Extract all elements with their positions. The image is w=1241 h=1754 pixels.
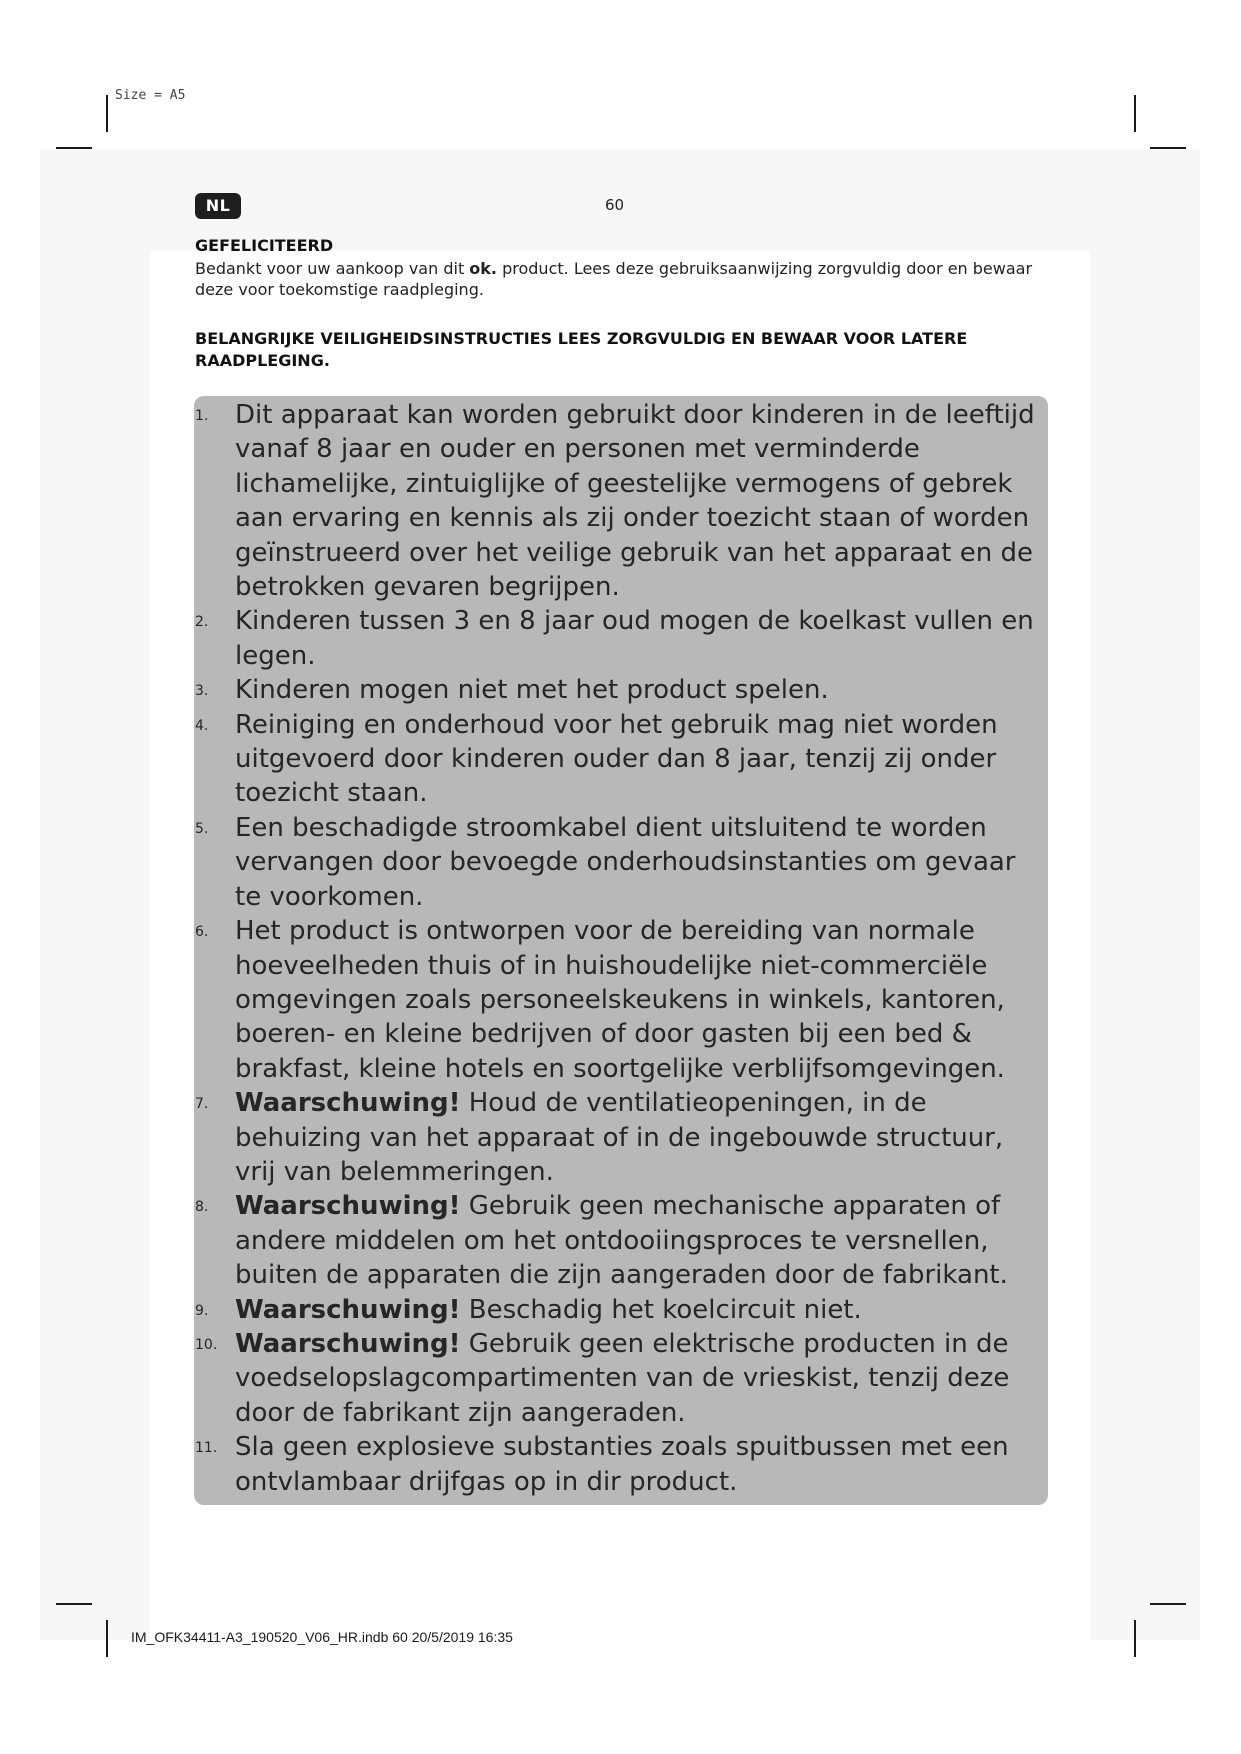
page-tint-right	[1090, 250, 1200, 1640]
intro-text-before: Bedankt voor uw aankoop van dit	[195, 259, 470, 278]
instruction-number: 7.	[195, 1096, 209, 1113]
warning-label: Waarschuwing!	[235, 1191, 461, 1222]
crop-mark-tl-horizontal	[56, 147, 92, 149]
instruction-number: 5.	[195, 820, 209, 837]
instruction-number: 4.	[195, 717, 209, 734]
warning-label: Waarschuwing!	[235, 1294, 461, 1325]
crop-mark-tr-vertical	[1134, 95, 1136, 132]
instruction-number: 3.	[195, 683, 209, 700]
instruction-text: Kinderen mogen niet met het product spelen.	[235, 675, 829, 706]
instruction-text: Dit apparaat kan worden gebruikt door kinderen in de leeftijd vanaf 8 jaar en ouder en personen met verminderde lichamelijke, zintuiglijke of geestelijke vermogens of gebrek aan ervaring en kennis als zij onder toezicht staan of worden geïnstrueerd over het veilige gebruik van het apparaat en de betrokken gevaren begrijpen.	[235, 400, 1035, 603]
page-number: 60	[605, 196, 625, 214]
warning-label: Waarschuwing!	[235, 1088, 461, 1119]
instruction-text: Gebruik geen mechanische apparaten of andere middelen om het ontdooiingsproces te versnellen, buiten de apparaten die zijn aangeraden door de fabrikant.	[235, 1191, 1008, 1291]
intro-paragraph	[195, 258, 1065, 300]
print-size-label: Size = A5	[115, 88, 186, 103]
instruction-item	[195, 708, 1045, 811]
instruction-number: 8.	[195, 1199, 209, 1216]
instruction-item	[195, 673, 1045, 707]
print-footer-info: IM_OFK34411-A3_190520_V06_HR.indb 60 20/5/2019 16:35	[131, 1629, 513, 1645]
instruction-item	[195, 1293, 1045, 1327]
crop-mark-br-vertical	[1134, 1620, 1136, 1657]
page-tint-left	[40, 250, 150, 1640]
intro-text-after: product. Lees deze gebruiksaanwijzing zorgvuldig door en bewaar deze voor toekomstige raadpleging.	[195, 259, 1033, 299]
safety-instructions-list	[195, 396, 1045, 1499]
instruction-item	[195, 1327, 1045, 1430]
instruction-item	[195, 1189, 1045, 1292]
instruction-number: 2.	[195, 614, 209, 631]
instruction-number: 9.	[195, 1302, 209, 1319]
instruction-item	[195, 1086, 1045, 1189]
crop-mark-tr-horizontal	[1150, 147, 1186, 149]
instruction-text: Reiniging en onderhoud voor het gebruik mag niet worden uitgevoerd door kinderen ouder dan 8 jaar, tenzij zij onder toezicht staan.	[235, 709, 998, 809]
instruction-text: Een beschadigde stroomkabel dient uitsluitend te worden vervangen door bevoegde onderhoudsinstanties om gevaar te voorkomen.	[235, 812, 1016, 912]
warning-label: Waarschuwing!	[235, 1328, 461, 1359]
language-badge: NL	[195, 193, 241, 219]
instruction-number: 6.	[195, 924, 209, 941]
crop-mark-br-horizontal	[1150, 1603, 1186, 1605]
instruction-text: Gebruik geen elektrische producten in de voedselopslagcompartimenten van de vrieskist, tenzij deze door de fabrikant zijn aangeraden.	[235, 1328, 1010, 1428]
instruction-number: 11.	[195, 1440, 218, 1457]
instruction-text: Sla geen explosieve substanties zoals spuitbussen met een ontvlambaar drijfgas op in dir product.	[235, 1432, 1009, 1497]
crop-mark-bl-horizontal	[56, 1603, 92, 1605]
instruction-item	[195, 1430, 1045, 1499]
instruction-text: Houd de ventilatieopeningen, in de behuizing van het apparaat of in de ingebouwde structuur, vrij van belemmeringen.	[235, 1088, 1004, 1187]
instruction-text: Beschadig het koelcircuit niet.	[460, 1294, 862, 1325]
safety-heading: BELANGRIJKE VEILIGHEIDSINSTRUCTIES LEES ZORGVULDIG EN BEWAAR VOOR LATERE RAADPLEGING.	[195, 329, 968, 370]
instruction-number: 1.	[195, 408, 209, 424]
instruction-item	[195, 914, 1045, 1086]
instruction-item	[195, 604, 1045, 673]
instruction-text: Het product is ontworpen voor de bereiding van normale hoeveelheden thuis of in huishoudelijke niet-commerciële omgevingen zoals personeelskeukens in winkels, kantoren, boeren- en kleine bedrijven of door gasten bij een bed & brakfast, kleine hotels en soortgelijke verblijfsomgevingen.	[235, 916, 1005, 1084]
instruction-item	[195, 398, 1045, 604]
instruction-number: 10.	[195, 1336, 218, 1353]
instruction-text: Kinderen tussen 3 en 8 jaar oud mogen de koelkast vullen en legen.	[235, 606, 1034, 671]
crop-mark-tl-vertical	[106, 95, 108, 132]
crop-mark-bl-vertical	[106, 1620, 108, 1657]
brand-name: ok.	[469, 259, 498, 278]
instruction-item	[195, 811, 1045, 914]
congratulations-heading: GEFELICITEERD	[195, 236, 334, 255]
